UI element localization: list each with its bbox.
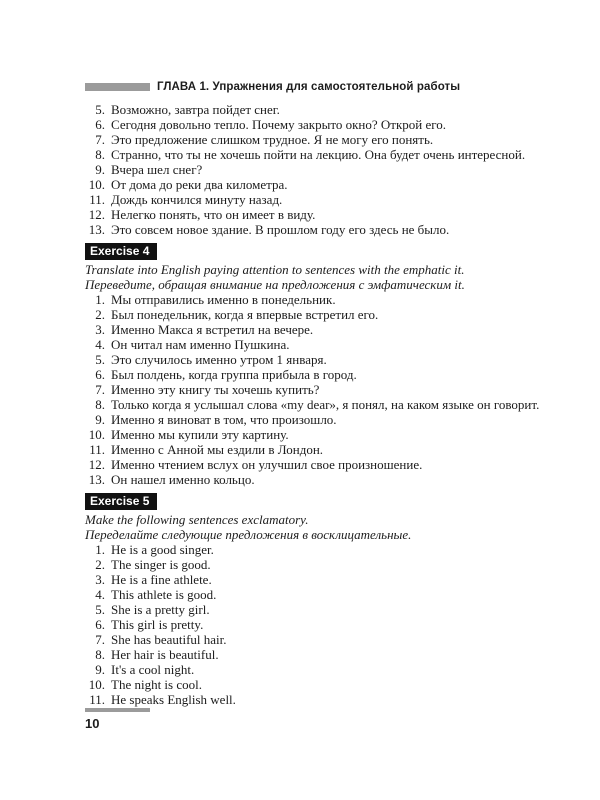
list-item <box>85 147 535 162</box>
list-item <box>85 412 535 427</box>
list-item <box>85 632 535 647</box>
list-item <box>85 322 535 337</box>
list-item-text: Нелегко понять, что он имеет в виду. <box>111 207 316 222</box>
list-item-number: 7. <box>95 382 105 397</box>
list-item-text: Именно эту книгу ты хочешь купить? <box>111 382 320 397</box>
list-item-text: Сегодня довольно тепло. Почему закрыто окно? Открой его. <box>111 117 447 132</box>
list-item-number: 13. <box>88 222 105 237</box>
list-item-number: 8. <box>95 397 105 412</box>
list-item-number: 7. <box>95 132 105 147</box>
list-item-number: 12. <box>88 457 105 472</box>
chapter-title: ГЛАВА 1. Упражнения для самостоятельной работы <box>157 81 461 93</box>
page-footer <box>85 708 535 731</box>
list-item-number: 6. <box>95 617 105 632</box>
exercise4-instruction-ru: Переведите, обращая внимание на предложения с эмфатическим it. <box>85 277 465 292</box>
list-item-text: Мы отправились именно в понедельник. <box>111 292 336 307</box>
list-item <box>85 367 535 382</box>
list-item-number: 3. <box>95 322 105 337</box>
page-number: 10 <box>85 716 100 731</box>
list-item-number: 5. <box>95 102 105 117</box>
list-item-number: 1. <box>95 542 105 557</box>
list-item-text: Her hair is beautiful. <box>111 647 219 662</box>
list-item <box>85 662 535 677</box>
list-item <box>85 177 535 192</box>
list-item-number: 1. <box>95 292 105 307</box>
list-item-text: The night is cool. <box>111 677 202 692</box>
list-item <box>85 207 535 222</box>
list-item-number: 5. <box>95 602 105 617</box>
exercise4-list <box>85 292 540 487</box>
list-item-text: He is a fine athlete. <box>111 572 212 587</box>
list-item <box>85 162 535 177</box>
exercise5-list <box>85 542 535 707</box>
list-item-text: He speaks English well. <box>111 692 236 707</box>
list-item-text: Странно, что ты не хочешь пойти на лекцию. Она будет очень интересной. <box>111 147 526 162</box>
list-item-number: 4. <box>95 587 105 602</box>
list-item <box>85 587 535 602</box>
list-item <box>85 427 535 442</box>
list-item <box>85 647 535 662</box>
exercise4-section <box>85 237 540 487</box>
list-item-text: This girl is pretty. <box>111 617 204 632</box>
list-item-text: Это совсем новое здание. В прошлом году его здесь не было. <box>111 222 450 237</box>
list-item-text: Именно с Анной мы ездили в Лондон. <box>111 442 324 457</box>
list-item-number: 12. <box>88 207 105 222</box>
exercise4-instruction-en: Translate into English paying attention to sentences with the emphatic it. <box>85 262 465 277</box>
list-item-number: 6. <box>95 367 105 382</box>
list-item <box>85 472 535 487</box>
list-item-text: Это предложение слишком трудное. Я не могу его понять. <box>111 132 434 147</box>
list-item-text: He is a good singer. <box>111 542 214 557</box>
list-item <box>85 457 535 472</box>
list-item-text: Именно я виноват в том, что произошло. <box>111 412 337 427</box>
exercise5-section <box>85 487 535 707</box>
exercise4-label: Exercise 4 <box>85 243 157 260</box>
list-item-text: Вчера шел снег? <box>111 162 203 177</box>
list-item-number: 10. <box>88 427 105 442</box>
list-item-text: Именно чтением вслух он улучшил свое произношение. <box>111 457 423 472</box>
list-item-text: Дождь кончился минуту назад. <box>111 192 283 207</box>
footer-rule <box>85 708 150 712</box>
chapter-header <box>85 79 535 95</box>
list-item-number: 9. <box>95 162 105 177</box>
list-item <box>85 292 535 307</box>
list-item-number: 9. <box>95 662 105 677</box>
list-item <box>85 542 535 557</box>
list-item <box>85 602 535 617</box>
list-item-text: Только когда я услышал слова «my dear», я понял, на каком языке он говорит. <box>111 397 540 412</box>
list-item-number: 5. <box>95 352 105 367</box>
list-item-text: Возможно, завтра пойдет снег. <box>111 102 280 117</box>
list-item <box>85 572 535 587</box>
list-item-text: Именно мы купили эту картину. <box>111 427 289 442</box>
list-item <box>85 692 535 707</box>
list-item-number: 13. <box>88 472 105 487</box>
list-item <box>85 382 535 397</box>
list-item-number: 9. <box>95 412 105 427</box>
list-item <box>85 192 535 207</box>
list-item-text: Он читал нам именно Пушкина. <box>111 337 290 352</box>
list-item-text: The singer is good. <box>111 557 211 572</box>
list-item <box>85 117 535 132</box>
list-item <box>85 442 535 457</box>
list-item-number: 8. <box>95 147 105 162</box>
list-item-number: 6. <box>95 117 105 132</box>
list-item <box>85 222 535 237</box>
list-item <box>85 557 535 572</box>
list-item-number: 10. <box>88 677 105 692</box>
list-item-text: Именно Макса я встретил на вечере. <box>111 322 314 337</box>
list-item <box>85 307 535 322</box>
exercise5-label: Exercise 5 <box>85 493 157 510</box>
list-item <box>85 617 535 632</box>
list-item-text: Был полдень, когда группа прибыла в город. <box>111 367 357 382</box>
list-item-text: This athlete is good. <box>111 587 217 602</box>
list-item-text: Это случилось именно утром 1 января. <box>111 352 327 367</box>
list-item <box>85 132 535 147</box>
list-item-text: She has beautiful hair. <box>111 632 227 647</box>
exercise3-list <box>85 102 535 237</box>
list-item-text: It's a cool night. <box>111 662 195 677</box>
list-item-number: 4. <box>95 337 105 352</box>
list-item-number: 11. <box>89 692 105 707</box>
list-item-number: 2. <box>95 557 105 572</box>
list-item-number: 2. <box>95 307 105 322</box>
chapter-header-bar <box>85 83 150 91</box>
list-item-number: 10. <box>88 177 105 192</box>
list-item-number: 11. <box>89 192 105 207</box>
list-item-text: От дома до реки два километра. <box>111 177 288 192</box>
list-item <box>85 677 535 692</box>
list-item-text: She is a pretty girl. <box>111 602 210 617</box>
list-item <box>85 397 540 412</box>
list-item-text: Он нашел именно кольцо. <box>111 472 255 487</box>
list-item <box>85 102 535 117</box>
list-item-number: 8. <box>95 647 105 662</box>
list-item-number: 7. <box>95 632 105 647</box>
list-item-text: Был понедельник, когда я впервые встретил его. <box>111 307 379 322</box>
exercise5-instruction-en: Make the following sentences exclamatory. <box>85 512 309 527</box>
exercise5-instruction-ru: Переделайте следующие предложения в восклицательные. <box>85 527 412 542</box>
list-item-number: 3. <box>95 572 105 587</box>
list-item-number: 11. <box>89 442 105 457</box>
list-item <box>85 337 535 352</box>
book-page <box>85 79 540 707</box>
list-item <box>85 352 535 367</box>
